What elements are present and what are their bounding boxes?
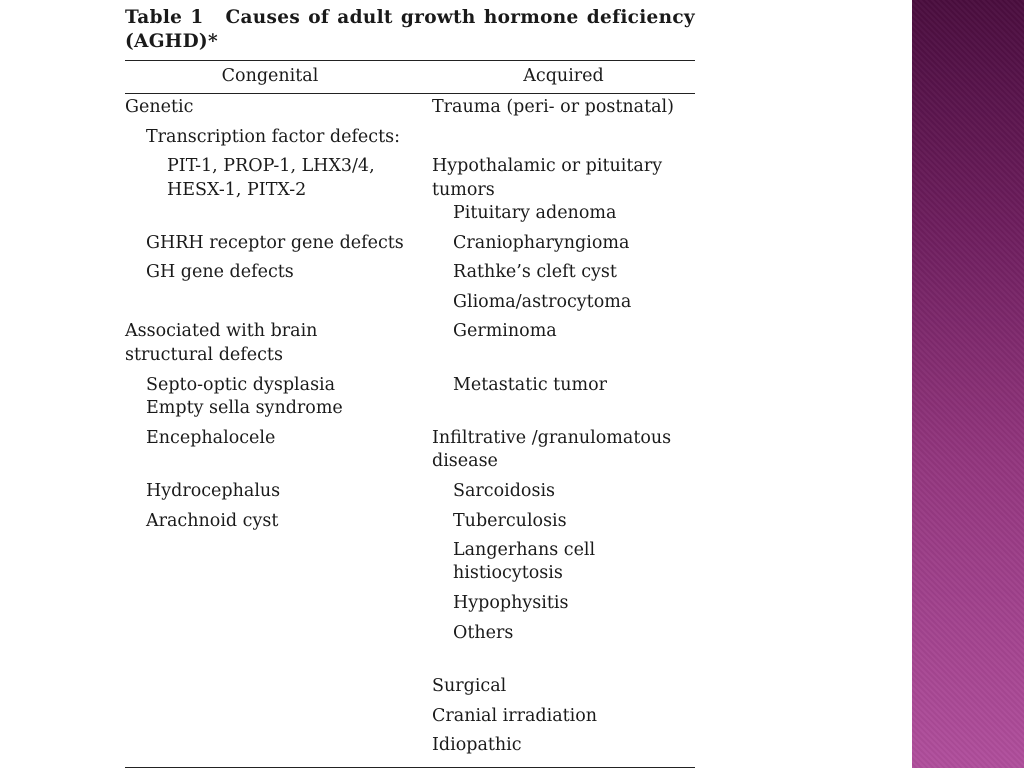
acquired-item: Pituitary adenoma: [453, 203, 617, 223]
acquired-item: Hypophysitis: [453, 593, 569, 613]
acquired-item: Idiopathic: [432, 735, 522, 755]
acquired-item: Metastatic tumor: [453, 375, 607, 395]
congenital-item: structural defects: [125, 345, 283, 365]
congenital-item: GH gene defects: [146, 262, 294, 282]
acquired-item: Cranial irradiation: [432, 706, 598, 726]
acquired-item: Infiltrative /granulomatous: [432, 428, 672, 448]
congenital-item: PIT-1, PROP-1, LHX3/4,: [167, 156, 375, 176]
acquired-item: Glioma/astrocytoma: [453, 292, 632, 312]
header-rule: [125, 93, 695, 94]
decorative-side-band: [912, 0, 1024, 768]
acquired-item: Others: [453, 623, 514, 643]
aghd-table: [125, 6, 695, 755]
acquired-item: Hypothalamic or pituitary: [432, 156, 663, 176]
table-title: Causes of adult growth hormone deficiency (AGHD)*: [125, 7, 695, 52]
congenital-item: Associated with brain: [125, 321, 318, 341]
acquired-item: tumors: [432, 180, 495, 200]
acquired-item: Germinoma: [453, 321, 557, 341]
acquired-item: Sarcoidosis: [453, 481, 556, 501]
congenital-item: GHRH receptor gene defects: [146, 233, 404, 253]
acquired-item: histiocytosis: [453, 563, 563, 583]
congenital-item: HESX-1, PITX-2: [167, 180, 307, 200]
table-label: Table 1: [125, 7, 204, 28]
congenital-item: Empty sella syndrome: [146, 398, 343, 418]
acquired-item: Langerhans cell: [453, 540, 596, 560]
header-acquired: Acquired: [523, 66, 604, 86]
acquired-item: Rathke’s cleft cyst: [453, 262, 617, 282]
congenital-item: Genetic: [125, 97, 194, 117]
congenital-item: Transcription factor defects:: [146, 127, 400, 147]
acquired-item: Trauma (peri- or postnatal): [432, 97, 674, 117]
congenital-item: Arachnoid cyst: [146, 511, 279, 531]
acquired-item: disease: [432, 451, 498, 471]
congenital-item: Hydrocephalus: [146, 481, 281, 501]
header-congenital: Congenital: [221, 66, 319, 86]
congenital-item: Encephalocele: [146, 428, 276, 448]
acquired-item: Surgical: [432, 676, 507, 696]
acquired-item: Craniopharyngioma: [453, 233, 630, 253]
top-rule: [125, 60, 695, 61]
congenital-item: Septo-optic dysplasia: [146, 375, 336, 395]
acquired-item: Tuberculosis: [453, 511, 567, 531]
table-caption: [125, 6, 695, 54]
